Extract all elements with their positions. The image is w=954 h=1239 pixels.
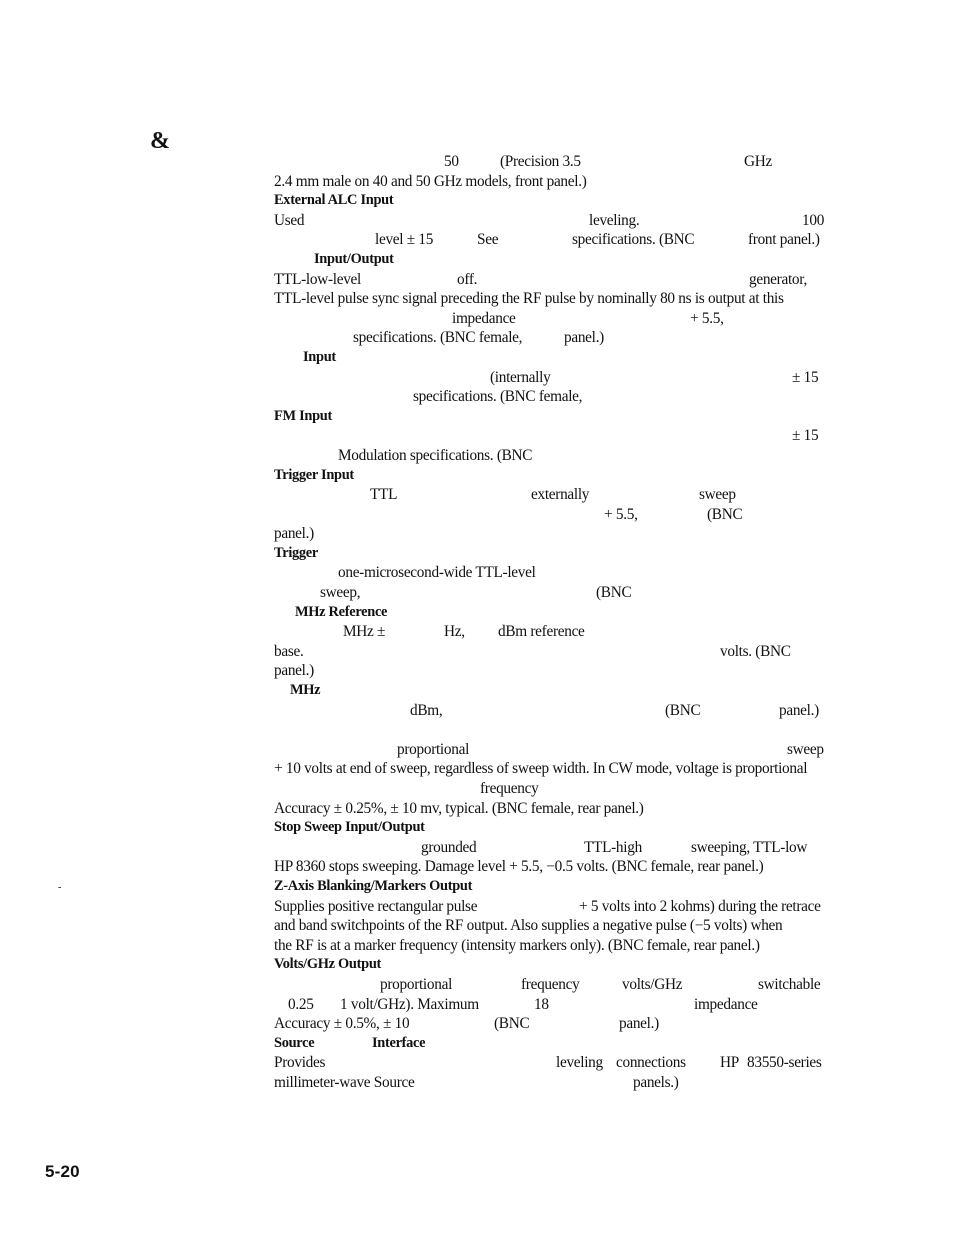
- text-fragment: Provides: [274, 1054, 326, 1072]
- spec-heading: [274, 681, 826, 701]
- spec-heading: [274, 818, 826, 838]
- text-fragment: (BNC: [596, 584, 632, 602]
- text-fragment: specifications. (BNC female,: [413, 388, 583, 406]
- page-number: 5-20: [45, 1162, 80, 1181]
- text-fragment: Interface: [372, 1034, 426, 1051]
- text-line: [274, 563, 826, 583]
- text-fragment: frequency: [521, 975, 580, 993]
- text-fragment: panel.): [274, 525, 314, 543]
- text-fragment: HP: [720, 1054, 739, 1072]
- spec-heading: [274, 407, 826, 427]
- text-fragment: panel.): [274, 662, 314, 680]
- text-fragment: Supplies positive rectangular pulse: [274, 897, 478, 915]
- text-fragment: impedance: [452, 309, 516, 327]
- text-line: [274, 642, 826, 662]
- text-fragment: one-microsecond-wide TTL-level: [338, 564, 536, 582]
- text-line: [274, 230, 826, 250]
- text-fragment: base.: [274, 642, 304, 660]
- text-line: [274, 1073, 826, 1093]
- text-line: [274, 368, 826, 388]
- text-line: [274, 270, 826, 290]
- text-line: [274, 1014, 826, 1034]
- text-fragment: Input/Output: [314, 250, 394, 267]
- text-line: [274, 897, 826, 917]
- text-fragment: HP 8360 stops sweeping. Damage level + 5.5, −0.5 volts. (BNC female, rear panel.): [274, 858, 764, 876]
- text-line: [274, 583, 826, 603]
- text-fragment: TTL-low-level: [274, 270, 361, 288]
- text-fragment: + 5 volts into 2 kohms) during the retrace: [579, 897, 821, 915]
- text-line: [274, 426, 826, 446]
- text-line: [274, 172, 826, 192]
- text-line: [274, 838, 826, 858]
- text-fragment: (BNC: [665, 701, 701, 719]
- spec-heading: [274, 955, 826, 975]
- text-fragment: panels.): [633, 1073, 679, 1091]
- spec-heading: [274, 348, 826, 368]
- text-fragment: volts. (BNC: [720, 642, 791, 660]
- text-fragment: sweep: [699, 486, 736, 504]
- text-line: [274, 446, 826, 466]
- text-fragment: + 10 volts at end of sweep, regardless of sweep width. In CW mode, voltage is proportional: [274, 760, 808, 778]
- text-fragment: sweeping, TTL-low: [691, 838, 808, 856]
- text-fragment: Input: [303, 348, 336, 365]
- text-fragment: + 5.5,: [690, 309, 724, 327]
- text-line: [274, 661, 826, 681]
- spec-heading: [274, 466, 826, 486]
- text-fragment: Modulation specifications. (BNC: [338, 446, 533, 464]
- text-line: [274, 916, 826, 936]
- text-fragment: sweep: [787, 740, 824, 758]
- text-fragment: 18: [534, 995, 549, 1013]
- text-fragment: MHz Reference: [295, 603, 388, 620]
- text-fragment: panel.): [564, 329, 604, 347]
- text-fragment: Source: [274, 1034, 315, 1051]
- stray-mark: -: [58, 882, 62, 893]
- text-line: [274, 701, 826, 721]
- text-fragment: Stop Sweep Input/Output: [274, 819, 425, 836]
- text-fragment: 2.4 mm male on 40 and 50 GHz models, front panel.): [274, 172, 587, 190]
- text-fragment: panel.): [779, 701, 819, 719]
- text-fragment: generator,: [749, 270, 807, 288]
- text-fragment: (internally: [490, 368, 551, 386]
- text-line: [274, 211, 826, 231]
- text-fragment: leveling: [556, 1054, 603, 1072]
- text-line: [274, 505, 826, 525]
- text-line: [274, 387, 826, 407]
- text-fragment: grounded: [421, 838, 477, 856]
- text-fragment: (Precision 3.5: [500, 153, 581, 170]
- text-fragment: millimeter-wave Source: [274, 1073, 415, 1091]
- text-fragment: TTL: [370, 486, 398, 504]
- text-fragment: proportional: [380, 975, 453, 993]
- text-line: [274, 622, 826, 642]
- text-fragment: 100: [802, 211, 825, 229]
- text-line: [274, 759, 826, 779]
- text-fragment: Volts/GHz Output: [274, 956, 382, 973]
- text-fragment: 50: [444, 153, 459, 170]
- text-fragment: ± 15: [792, 368, 819, 386]
- text-line: [274, 152, 826, 172]
- text-fragment: the RF is at a marker frequency (intensity markers only). (BNC female, rear panel.): [274, 936, 760, 954]
- text-line: [274, 799, 826, 819]
- text-fragment: (BNC: [494, 1015, 530, 1033]
- text-fragment: + 5.5,: [604, 505, 638, 523]
- text-fragment: externally: [531, 486, 590, 504]
- text-fragment: frequency: [480, 780, 539, 797]
- text-line: [274, 857, 826, 877]
- text-fragment: dBm,: [410, 701, 443, 719]
- text-fragment: GHz: [744, 153, 772, 170]
- text-fragment: connections: [616, 1054, 686, 1072]
- text-fragment: volts/GHz: [622, 975, 683, 993]
- text-line: [274, 936, 826, 956]
- text-fragment: Used: [274, 211, 305, 229]
- spec-heading: [274, 250, 826, 270]
- text-fragment: FM Input: [274, 407, 332, 424]
- text-fragment: 0.25: [288, 995, 314, 1013]
- text-fragment: proportional: [397, 740, 470, 758]
- spec-heading: [274, 191, 826, 211]
- text-line: [274, 975, 826, 995]
- text-line: [274, 1053, 826, 1073]
- text-line: [274, 740, 826, 760]
- text-fragment: and band switchpoints of the RF output. Also supplies a negative pulse (−5 volts) when: [274, 917, 783, 935]
- text-fragment: Accuracy ± 0.25%, ± 10 mv, typical. (BNC female, rear panel.): [274, 799, 644, 817]
- text-fragment: Hz,: [444, 623, 465, 641]
- text-fragment: TTL-level pulse sync signal preceding the RF pulse by nominally 80 ns is output at this: [274, 290, 784, 308]
- text-line: [274, 289, 826, 309]
- text-fragment: Z-Axis Blanking/Markers Output: [274, 877, 473, 894]
- text-line: [274, 779, 826, 799]
- section-ampersand: &: [150, 128, 170, 154]
- text-fragment: impedance: [694, 995, 758, 1013]
- text-fragment: specifications. (BNC: [572, 231, 695, 249]
- text-fragment: MHz: [290, 682, 321, 699]
- text-fragment: Accuracy ± 0.5%, ± 10: [274, 1015, 410, 1033]
- specification-column: [274, 152, 826, 1093]
- text-line: [274, 328, 826, 348]
- spec-heading: [274, 877, 826, 897]
- text-fragment: (BNC: [707, 505, 743, 523]
- spec-heading: [274, 544, 826, 564]
- text-fragment: specifications. (BNC female,: [353, 329, 523, 347]
- text-fragment: panel.): [619, 1015, 659, 1033]
- text-fragment: ± 15: [792, 427, 819, 445]
- text-fragment: switchable: [758, 975, 821, 993]
- text-fragment: dBm reference: [498, 623, 585, 641]
- text-fragment: 83550-series: [747, 1054, 822, 1072]
- text-line: [274, 309, 826, 329]
- text-fragment: TTL-high: [584, 838, 642, 856]
- text-fragment: See: [477, 231, 499, 249]
- text-fragment: sweep,: [320, 584, 361, 602]
- text-fragment: leveling.: [589, 211, 640, 229]
- text-fragment: 1 volt/GHz). Maximum: [340, 995, 479, 1013]
- text-fragment: MHz ±: [343, 623, 386, 641]
- text-fragment: front panel.): [748, 231, 820, 249]
- text-line: [274, 485, 826, 505]
- text-line: [274, 524, 826, 544]
- text-fragment: level ± 15: [375, 231, 434, 249]
- text-fragment: Trigger: [274, 544, 318, 561]
- text-line: [274, 995, 826, 1015]
- spec-heading: [274, 1034, 826, 1054]
- text-line: [274, 720, 826, 740]
- text-fragment: Trigger Input: [274, 466, 354, 483]
- text-fragment: External ALC Input: [274, 192, 394, 209]
- spec-heading: [274, 603, 826, 623]
- text-fragment: off.: [457, 270, 478, 288]
